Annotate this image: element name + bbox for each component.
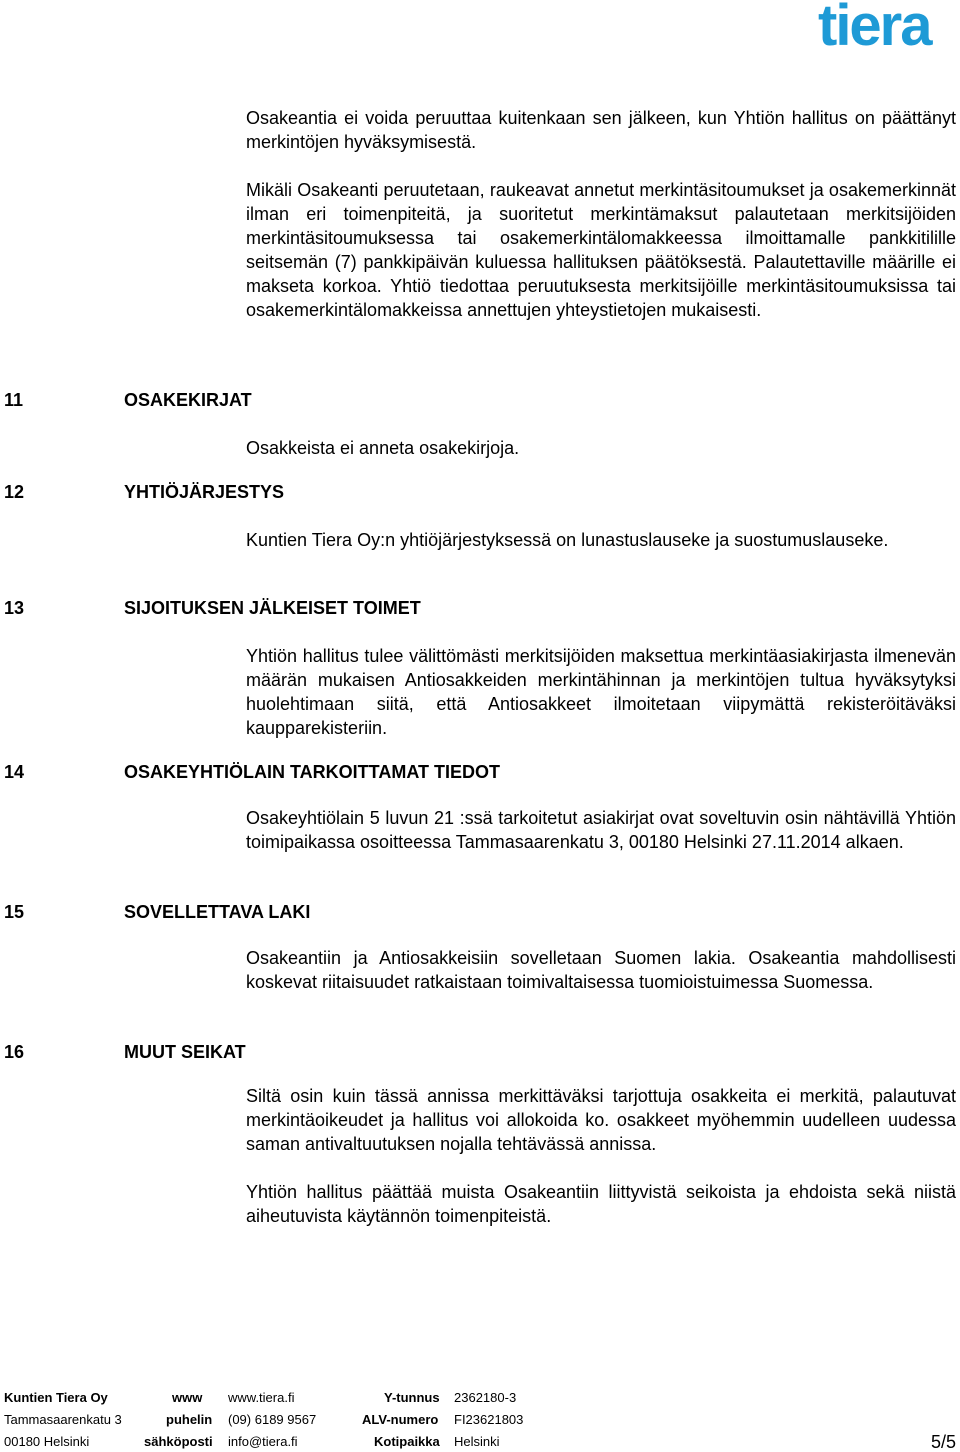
section-heading-11 <box>4 388 252 412</box>
footer-company: Kuntien Tiera Oy <box>4 1390 108 1405</box>
tiera-logo: tiera <box>818 0 931 58</box>
section-number: 16 <box>4 1042 25 1062</box>
section-title: SIJOITUKSEN JÄLKEISET TOIMET <box>124 598 421 618</box>
section-number: 15 <box>4 902 25 922</box>
paragraph-osakekirjat: Osakkeista ei anneta osakekirjoja. <box>246 438 520 458</box>
footer-ytunnus-value: 2362180-3 <box>454 1390 517 1405</box>
footer-www-link[interactable]: www.tiera.fi <box>228 1390 295 1405</box>
section-heading-12 <box>4 480 284 504</box>
footer-phone-label: puhelin <box>166 1412 213 1427</box>
page-number: 5/5 <box>930 1432 956 1452</box>
footer-www-label: www <box>172 1390 203 1405</box>
footer-email-link[interactable]: info@tiera.fi <box>228 1434 298 1449</box>
footer-kotipaikka-value: Helsinki <box>454 1434 500 1449</box>
section-number: 14 <box>4 762 25 782</box>
page-footer <box>0 1388 960 1452</box>
footer-row <box>0 1432 960 1452</box>
footer-alv-label: ALV-numero <box>362 1412 439 1427</box>
section-heading-13 <box>4 596 421 620</box>
section-number: 11 <box>4 390 24 410</box>
section-heading-16 <box>4 1040 246 1064</box>
paragraph-hallitus-paattaa: Yhtiön hallitus päättää muista Osakeantiin liittyvistä seikoista ja ehdoista sekä niistä aiheutuvista käytännön toimenpiteistä. <box>246 1182 956 1226</box>
paragraph-peruutus-seuraukset: Mikäli Osakeanti peruutetaan, raukeavat annetut merkintäsitoumukset ja osakemerkinnät ilman eri toimenpiteitä, ja suoritetut merkintämaksut palautetaan merkitsijöiden merkintäsitoumuksessa tai osakemerkintälomakkeessa ilmoittamalle pankkitilille seitsemän (7) pankkipäivän kuluessa hallituksen päätöksestä. Palautettaville määrille ei makseta korkoa. Yhtiö tiedottaa peruutuksesta merkitsijöille merkintäsitoumuksissa tai osakemerkintälomakkeissa annettujen yhteystietojen mukaisesti. <box>246 180 956 320</box>
section-title: MUUT SEIKAT <box>124 1042 246 1062</box>
paragraph-peruuttaminen: Osakeantia ei voida peruuttaa kuitenkaan sen jälkeen, kun Yhtiön hallitus on päättänyt merkintöjen hyväksymisestä. <box>246 108 956 152</box>
section-title: OSAKEYHTIÖLAIN TARKOITTAMAT TIEDOT <box>124 762 500 782</box>
paragraph-sovellettava-laki: Osakeantiin ja Antiosakkeisiin sovelletaan Suomen lakia. Osakeantia mahdollisesti koskevat riitaisuudet ratkaistaan toimivaltaisessa tuomioistuimessa Suomessa. <box>246 948 956 992</box>
footer-alv-value: FI23621803 <box>454 1412 524 1427</box>
footer-row <box>0 1388 960 1408</box>
footer-phone-value: (09) 6189 9567 <box>228 1412 317 1427</box>
footer-postal: 00180 Helsinki <box>4 1434 90 1449</box>
footer-ytunnus-label: Y-tunnus <box>384 1390 440 1405</box>
paragraph-merkitsematta-jaavat: Siltä osin kuin tässä annissa merkittäväksi tarjottuja osakkeita ei merkitä, palautuvat merkintäoikeudet ja hallitus voi allokoida ko. osakkeet myöhemmin uudelleen uudessa saman antivaltuutuksen nojalla tehtävässä annissa. <box>246 1086 956 1154</box>
section-number: 13 <box>4 598 25 618</box>
section-number: 12 <box>4 482 25 502</box>
paragraph-sijoitus-toimet: Yhtiön hallitus tulee välittömästi merkitsijöiden maksettua merkintäasiakirjasta ilmenevän määrän mukaisen Antiosakkeiden merkintähinnan ja merkintöjen tultua hyväksytyksi huolehtimaan siitä, että Antiosakkeet ilmoitetaan viipymättä rekisteröitäväksi kaupparekisteriin. <box>246 646 956 738</box>
section-heading-14 <box>4 760 500 784</box>
section-title: OSAKEKIRJAT <box>124 390 252 410</box>
footer-row <box>0 1410 960 1430</box>
section-heading-15 <box>4 900 310 924</box>
footer-kotipaikka-label: Kotipaikka <box>374 1434 440 1449</box>
section-title: SOVELLETTAVA LAKI <box>124 902 311 922</box>
section-title: YHTIÖJÄRJESTYS <box>124 482 285 502</box>
footer-email-label: sähköposti <box>144 1434 213 1449</box>
footer-street: Tammasaarenkatu 3 <box>4 1412 122 1427</box>
paragraph-osakeyhtiolaki: Osakeyhtiölain 5 luvun 21 :ssä tarkoitetut asiakirjat ovat soveltuvin osin nähtävillä Yhtiön toimipaikassa osoitteessa Tammasaarenkatu 3, 00180 Helsinki 27.11.2014 alkaen. <box>246 808 956 852</box>
paragraph-yhtiojarjestys: Kuntien Tiera Oy:n yhtiöjärjestyksessä on lunastuslauseke ja suostumuslauseke. <box>246 530 889 550</box>
